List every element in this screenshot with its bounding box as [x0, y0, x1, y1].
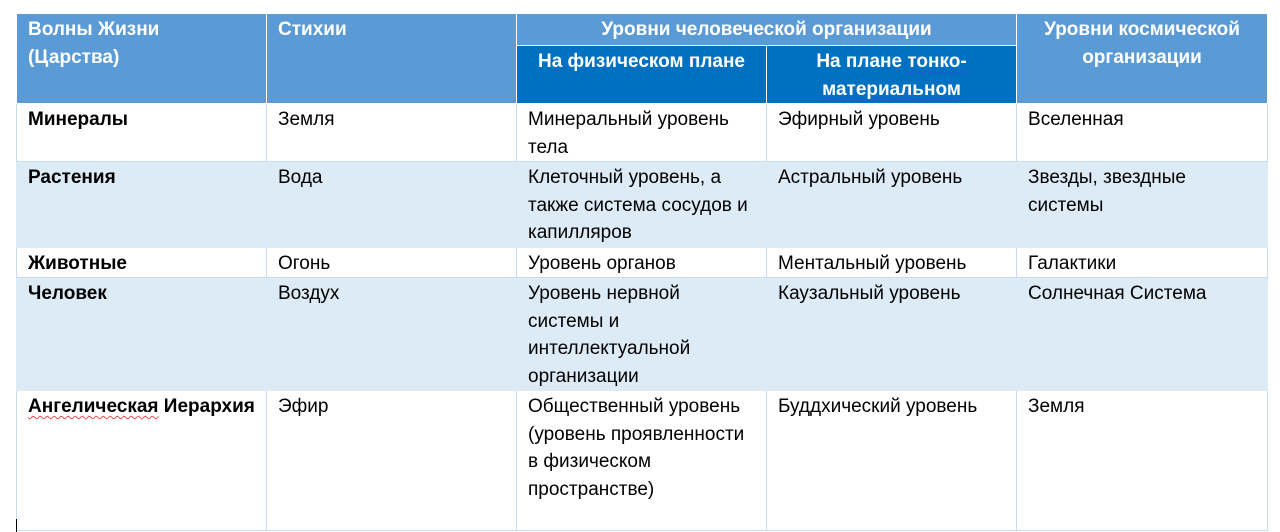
- table-row: [17, 391, 1268, 531]
- kingdom-cell: Ангелическая Иерархия: [17, 391, 267, 531]
- cosmic-cell: Галактики: [1017, 247, 1268, 278]
- header-human-organization: Уровни человеческой организации: [517, 14, 1017, 46]
- subtle-cell: Астральный уровень: [767, 162, 1017, 248]
- physical-cell: Минеральный уровень тела: [517, 104, 767, 162]
- physical-cell: Клеточный уровень, а также система сосудов и капилляров: [517, 162, 767, 248]
- kingdom-cell: Минералы: [17, 104, 267, 162]
- kingdoms-table: [16, 13, 1268, 531]
- header-cosmic-organization: Уровни космической организации: [1017, 14, 1268, 104]
- element-cell: Эфир: [267, 391, 517, 531]
- physical-cell: Уровень нервной системы и интеллектуальной организации: [517, 278, 767, 391]
- physical-cell: Уровень органов: [517, 247, 767, 278]
- cosmic-cell: Вселенная: [1017, 104, 1268, 162]
- subtle-cell: Эфирный уровень: [767, 104, 1017, 162]
- kingdom-cell: Животные: [17, 247, 267, 278]
- header-physical-plane: На физическом плане: [517, 46, 767, 104]
- element-cell: Вода: [267, 162, 517, 248]
- kingdom-cell: Растения: [17, 162, 267, 248]
- header-kingdoms: Волны Жизни (Царства): [17, 14, 267, 104]
- table-row: [17, 162, 1268, 248]
- table-row: [17, 104, 1268, 162]
- subtle-cell: Ментальный уровень: [767, 247, 1017, 278]
- cosmic-cell: Солнечная Система: [1017, 278, 1268, 391]
- kingdom-cell: Человек: [17, 278, 267, 391]
- text-cursor: [16, 519, 17, 532]
- header-subtle-plane: На плане тонко-материальном: [767, 46, 1017, 104]
- table-row: [17, 247, 1268, 278]
- subtle-cell: Буддхический уровень: [767, 391, 1017, 531]
- header-elements: Стихии: [267, 14, 517, 104]
- element-cell: Земля: [267, 104, 517, 162]
- element-cell: Огонь: [267, 247, 517, 278]
- element-cell: Воздух: [267, 278, 517, 391]
- cosmic-cell: Земля: [1017, 391, 1268, 531]
- physical-cell: Общественный уровень (уровень проявленности в физическом пространстве): [517, 391, 767, 531]
- subtle-cell: Каузальный уровень: [767, 278, 1017, 391]
- cosmic-cell: Звезды, звездные системы: [1017, 162, 1268, 248]
- table-row: [17, 278, 1268, 391]
